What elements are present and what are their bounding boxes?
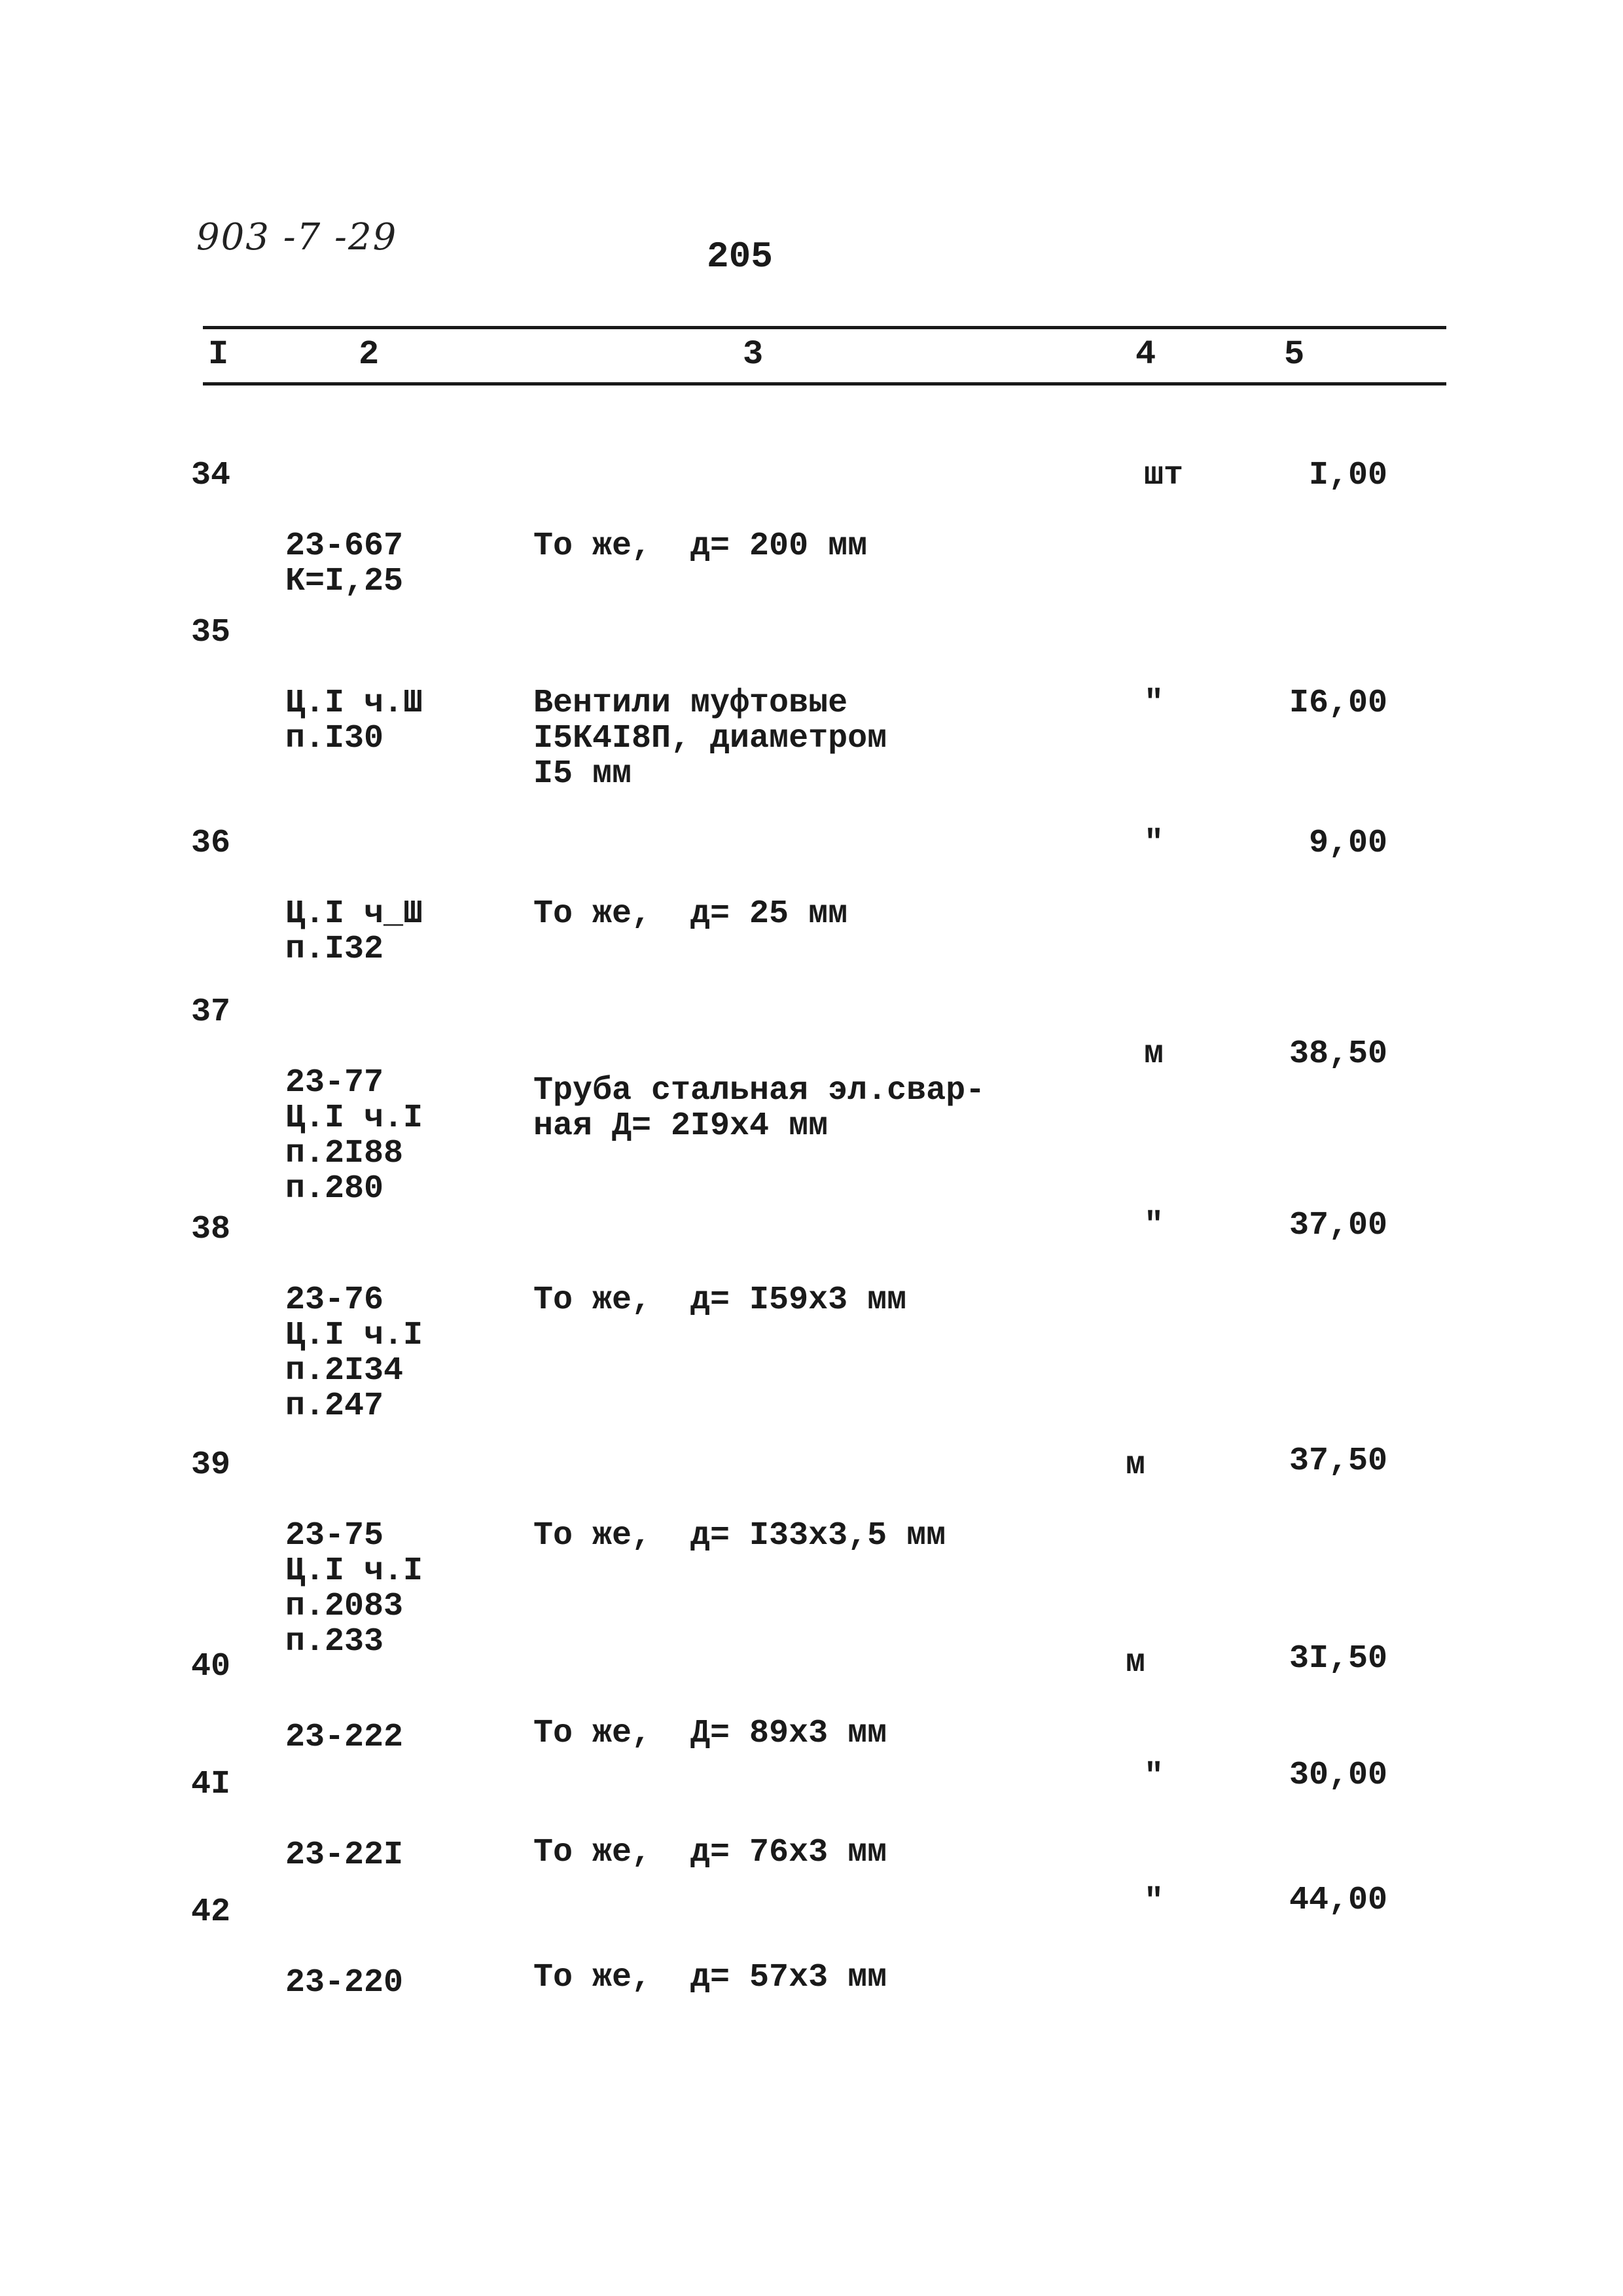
row-quantity: I,00 xyxy=(1308,457,1387,494)
row-reference: 23-75 Ц.I ч.I п.2083 п.233 xyxy=(285,1517,423,1660)
page-number: 205 xyxy=(707,236,773,278)
row-description: То же, д= 200 мм xyxy=(533,528,868,565)
column-header-3: 3 xyxy=(743,335,764,374)
row-reference: 23-77 Ц.I ч.I п.2I88 п.280 xyxy=(285,1064,423,1208)
row-reference: 23-667 К=I,25 xyxy=(285,528,404,600)
column-header-4: 4 xyxy=(1135,335,1156,374)
row-description: То же, д= 57х3 мм xyxy=(533,1959,887,1996)
row-number: 4I xyxy=(191,1766,231,1803)
row-reference: 23-22I xyxy=(285,1837,404,1874)
column-header-2: 2 xyxy=(359,335,380,374)
row-description: То же, д= 25 мм xyxy=(533,895,848,933)
row-description: То же, д= I59х3 мм xyxy=(533,1282,907,1319)
row-unit: м xyxy=(1126,1644,1146,1681)
row-reference: 23-220 xyxy=(285,1964,404,2001)
row-quantity: 37,00 xyxy=(1289,1207,1387,1244)
row-description: То же, Д= 89х3 мм xyxy=(533,1715,887,1752)
row-description: То же, д= 76х3 мм xyxy=(533,1834,887,1871)
row-quantity: 3I,50 xyxy=(1289,1640,1387,1677)
row-quantity: 44,00 xyxy=(1289,1882,1387,1919)
row-quantity: 30,00 xyxy=(1289,1757,1387,1794)
row-unit: " xyxy=(1144,1207,1164,1244)
row-description: Вентили муфтовые I5К4I8П, диаметром I5 мм xyxy=(533,685,887,793)
row-unit: шт xyxy=(1144,457,1184,494)
row-unit: " xyxy=(1144,1883,1164,1920)
document-code: 903 -7 -29 xyxy=(196,216,398,259)
row-reference: Ц.I ч.Ш п.I30 xyxy=(285,685,423,757)
row-unit: " xyxy=(1144,825,1164,862)
row-reference: 23-222 xyxy=(285,1719,404,1756)
row-quantity: 9,00 xyxy=(1308,825,1387,862)
row-number: 42 xyxy=(191,1893,231,1931)
row-number: 35 xyxy=(191,614,231,651)
row-quantity: 37,50 xyxy=(1289,1443,1387,1480)
row-number: 36 xyxy=(191,825,231,862)
table-header-rule xyxy=(203,382,1446,386)
row-number: 37 xyxy=(191,994,231,1031)
row-reference: Ц.I ч_Ш п.I32 xyxy=(285,895,423,968)
row-unit: " xyxy=(1144,1758,1164,1795)
row-number: 39 xyxy=(191,1446,231,1484)
column-header-5: 5 xyxy=(1284,335,1305,374)
row-quantity: I6,00 xyxy=(1289,685,1387,722)
row-unit: м xyxy=(1144,1035,1164,1073)
row-quantity: 38,50 xyxy=(1289,1035,1387,1073)
row-number: 38 xyxy=(191,1211,231,1248)
row-description: Труба стальная эл.свар- ная Д= 2I9х4 мм xyxy=(533,1072,986,1145)
row-description: То же, д= I33х3,5 мм xyxy=(533,1517,946,1554)
row-reference: 23-76 Ц.I ч.I п.2I34 п.247 xyxy=(285,1282,423,1425)
row-unit: " xyxy=(1144,685,1164,722)
row-number: 40 xyxy=(191,1648,231,1685)
table-top-rule xyxy=(203,326,1446,329)
row-unit: м xyxy=(1126,1446,1146,1484)
column-header-1: I xyxy=(208,335,229,374)
row-number: 34 xyxy=(191,457,231,494)
